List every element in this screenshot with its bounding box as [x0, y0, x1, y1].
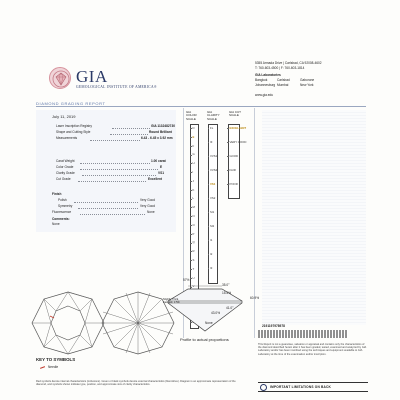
brand-abbr: GIA [76, 67, 108, 86]
detail-value: GIA 1132482730 [151, 124, 175, 128]
scale-tick [190, 199, 192, 200]
scale-grade-label: VERY GOOD [229, 140, 247, 144]
scale-tick [190, 243, 192, 244]
detail-value: 6.43 - 6.45 x 3.92 mm [141, 136, 173, 140]
bottom-banner-text: IMPORTANT LIMITATIONS ON BACK [270, 385, 332, 389]
scale-tick [190, 260, 192, 261]
scale-grade-label: J [192, 178, 194, 183]
scale-grade-label: N [192, 214, 195, 218]
scale-grade-label: SI1 [210, 210, 215, 214]
scale-grade-label: FAIR [229, 168, 236, 172]
finish-label: Symmetry [58, 204, 73, 208]
seal-icon [260, 384, 267, 391]
scale-grade-label: GOOD [229, 154, 239, 158]
prop-crown-height: 15.5% [222, 291, 232, 295]
grading-value: E [160, 165, 163, 169]
scale-tick [190, 178, 194, 183]
city: New York [300, 83, 314, 87]
scale-tick [208, 238, 213, 242]
scale-grade-label: R [192, 249, 195, 254]
cut-scale-title: GIA CUT SCALE [229, 110, 241, 118]
scale-grade-label: VS2 [210, 196, 216, 200]
scale-grade-label: VVS1 [210, 154, 218, 158]
fluorescence-label: Fluorescence [52, 210, 72, 214]
footer-note: Red symbols denote internal characteristics (inclusions). Green or black symbols denote external characteristics (blemishes). Diagram is an approximate representation of the diamond, and symbols shown indicate type, position, and approximate size of clarity characteristics. [36, 380, 236, 387]
finish-title: Finish [52, 192, 62, 196]
needle-icon [40, 366, 45, 368]
scale-tick [190, 163, 192, 164]
detail-label: Laser Inscription Registry [56, 124, 92, 128]
scale-tick [190, 234, 192, 235]
scale-tick [190, 155, 192, 156]
security-strip [262, 110, 366, 325]
scale-grade-label: I1 [210, 238, 213, 242]
disclaimer: This Report is not a guarantee, valuation or appraisal and contains only the characteristics of the diamond described herein after it has been graded, tested, examined and analyzed by GIA Laboratory and/or has been inscribed using the techniques and equipment available to GIA Laboratory at the time of the examination and/or inscription. [258, 343, 367, 356]
scale-grade-label: T [192, 266, 195, 271]
website: www.gia.edu [255, 93, 274, 97]
finish-value: Very Good [140, 198, 156, 202]
labs-title: GIA Laboratories [255, 73, 281, 77]
fluorescence-value: None [147, 210, 155, 214]
prop-girdle: Slightly Thick, Faceted, 3.5% [163, 298, 180, 305]
prop-pavilion-depth: 43.0% [211, 311, 221, 315]
scale-tick [227, 156, 229, 157]
city: Mumbai [277, 83, 289, 87]
prop-pavilion-angle: 41.0° [226, 306, 234, 310]
scale-grade-label: I [192, 170, 194, 174]
detail-value: Round Brilliant [149, 130, 172, 134]
detail-label: Shape and Cutting Style [56, 130, 91, 134]
scale-tick [208, 252, 213, 256]
scale-tick [190, 146, 192, 147]
scale-grade-label: E [192, 134, 195, 139]
crown-diagram [30, 290, 106, 356]
scale-grade-label: Q [192, 240, 195, 245]
scale-tick [190, 190, 192, 191]
scale-grade-label: POOR [229, 182, 238, 186]
prop-crown-angle: 35.0° [222, 283, 230, 287]
cut-scale-bar [228, 124, 240, 199]
comments-value: None [52, 222, 60, 226]
barcode [258, 330, 348, 338]
scale-tick [190, 207, 192, 208]
scale-grade-label: I3 [210, 266, 213, 270]
scale-tick [208, 198, 210, 199]
clarity-scale-bar [208, 124, 218, 284]
scale-tick [190, 251, 192, 252]
city: Gaborone [300, 78, 315, 82]
grading-label: Cut Grade [56, 177, 71, 181]
scale-tick [227, 128, 229, 129]
scale-tick [208, 128, 210, 129]
brand-name: GEMOLOGICAL INSTITUTE OF AMERICA® [76, 85, 157, 89]
bottom-banner [258, 382, 368, 392]
gia-logo [49, 67, 71, 89]
scale-grade-label: IF [210, 140, 213, 144]
scale-grade-label: S [192, 258, 195, 262]
scale-tick [190, 269, 192, 270]
scale-tick [208, 212, 210, 213]
scale-tick [227, 184, 229, 185]
grading-label: Clarity Grade [56, 171, 75, 175]
gia-emblem-icon [50, 68, 72, 90]
scale-tick [208, 184, 210, 185]
scale-grade-label: G [192, 152, 195, 157]
detail-label: Measurements [56, 136, 78, 140]
scale-tick [227, 142, 229, 143]
city: Bangkok [255, 78, 268, 82]
grading-label: Color Grade [56, 165, 74, 169]
scale-grade-label: VVS2 [210, 168, 218, 172]
finish-value: Very Good [140, 204, 156, 208]
scale-tick [208, 156, 210, 157]
scale-tick [208, 266, 213, 270]
grading-label: Carat Weight [56, 159, 75, 163]
scale-grade-label: EXCELLENT [229, 126, 247, 130]
city: Carlsbad [277, 78, 290, 82]
color-scale-title: GIA COLOR SCALE [186, 110, 197, 121]
scale-grade-label: I2 [210, 252, 213, 256]
prop-total-depth: 60.9% [250, 296, 260, 300]
scale-tick [190, 128, 192, 129]
scale-tick [208, 170, 210, 171]
scale-grade-label: VS1 [210, 182, 216, 186]
scale-grade-label: M [192, 205, 195, 210]
title-rule [36, 106, 366, 107]
prop-table: 57% [183, 278, 190, 282]
address-line1: 5355 Armada Drive | Carlsbad, CA 92008-4602 [255, 61, 322, 65]
scale-tick [190, 225, 192, 226]
scale-tick [190, 172, 192, 173]
report-date: July 11, 2019 [52, 114, 76, 119]
proportions-diagram [160, 283, 250, 335]
proportions-caption: Profile to actual proportions [180, 337, 229, 342]
grading-value: VS1 [158, 171, 165, 175]
key-item: Needle [48, 365, 59, 369]
scale-grade-label: SI2 [210, 224, 215, 228]
scale-tick [227, 170, 229, 171]
scale-tick [208, 226, 210, 227]
scale-tick [190, 137, 192, 138]
scale-tick [190, 278, 192, 279]
scale-grade-label: P [192, 231, 195, 236]
key-to-symbols-title: KEY TO SYMBOLS [36, 357, 76, 362]
report-title: DIAMOND GRADING REPORT [36, 102, 109, 106]
comments-label: Comments: [52, 217, 70, 221]
scale-grade-label: U [192, 275, 195, 280]
scale-tick [190, 216, 192, 217]
scale-grade-label: F [192, 143, 195, 148]
grading-value: 1.00 carat [151, 159, 166, 163]
scale-grade-label: D [192, 126, 195, 130]
city: Johannesburg [255, 83, 276, 87]
scale-grade-label: FL [210, 126, 214, 130]
clarity-scale-title: GIA CLARITY SCALE [207, 110, 220, 121]
grading-value: Excellent [148, 177, 162, 181]
prop-culet: None [205, 321, 213, 325]
scale-grade-label: O [192, 222, 195, 227]
address-line2: T: 760-603-4500 | F: 760-603-1814 [255, 66, 305, 70]
barcode-text: 2191197978978 [262, 324, 285, 328]
scale-grade-label: H [192, 161, 195, 166]
scale-grade-label: L [192, 196, 195, 201]
finish-label: Polish [58, 198, 67, 202]
scale-grade-label: K [192, 187, 195, 192]
scale-grade-label: V [192, 284, 195, 289]
scale-tick [208, 142, 210, 143]
